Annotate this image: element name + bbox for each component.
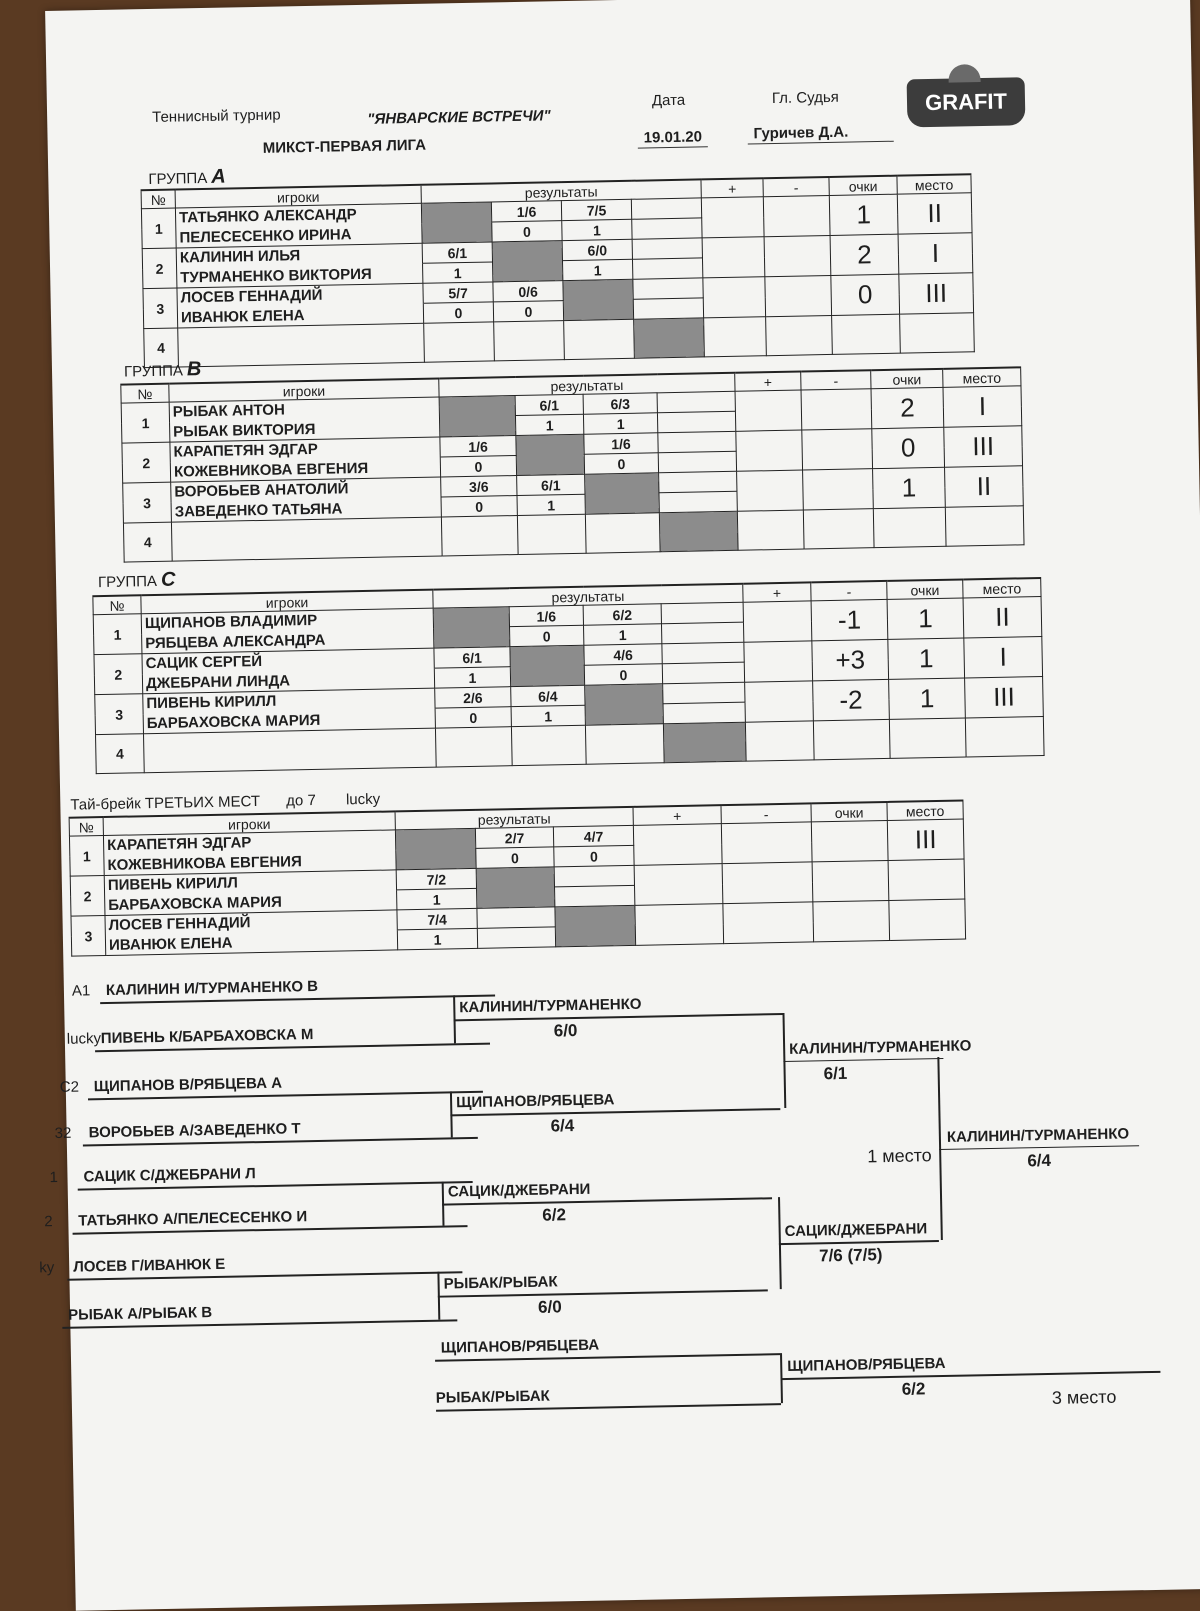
col-place: место	[887, 801, 963, 821]
match-point: 0	[493, 301, 563, 322]
seed-tag: 32	[54, 1124, 72, 1143]
self-cell	[492, 241, 563, 282]
seed-tag: 1	[49, 1168, 59, 1187]
minus-cell	[723, 902, 814, 944]
row-number: 3	[123, 482, 172, 523]
self-cell	[585, 684, 664, 725]
match-point	[633, 298, 703, 319]
col-place: место	[897, 174, 971, 194]
match-point	[661, 622, 743, 644]
match-point: 0	[510, 625, 584, 646]
col-num: №	[69, 817, 103, 836]
set-score	[661, 602, 743, 624]
player-name: САЦИК СЕРГЕЙ	[142, 648, 434, 674]
place-cell	[965, 716, 1044, 756]
place-cell	[945, 506, 1024, 546]
minus-cell	[763, 195, 830, 236]
match-point: 0	[584, 664, 662, 685]
first-place-label: 1 место	[867, 1144, 932, 1166]
minus-cell	[802, 429, 873, 470]
col-points: очки	[811, 802, 887, 822]
player-name: КОЖЕВНИКОВА ЕВГЕНИЯ	[104, 850, 396, 876]
points-cell	[873, 507, 946, 547]
self-cell	[510, 645, 585, 686]
result-cell	[494, 321, 565, 361]
row-number: 3	[71, 916, 106, 957]
set-score	[631, 198, 701, 219]
place-cell	[888, 859, 965, 900]
match-point: 0	[441, 496, 517, 517]
row-number: 2	[94, 654, 143, 695]
grafit-logo: GRAFIT	[907, 77, 1026, 127]
player-name: КОЖЕВНИКОВА ЕВГЕНИЯ	[170, 457, 440, 482]
col-players: игроки	[175, 185, 421, 208]
set-score: 6/2	[583, 604, 661, 625]
plus-cell	[633, 824, 722, 866]
result-cell	[435, 727, 512, 767]
plus-cell	[704, 317, 767, 357]
third-pair-1: ЩИПАНОВ/РЯБЦЕВА	[440, 1336, 600, 1357]
set-score	[658, 431, 736, 452]
player-name: ПИВЕНЬ КИРИЛЛ	[104, 870, 396, 896]
tiebreak-title: Тай-брейк ТРЕТЬИХ МЕСТ до 7 lucky	[70, 790, 381, 814]
points-cell: 2	[830, 234, 899, 275]
judge-label: Гл. Судья	[771, 88, 839, 108]
result-cell	[585, 724, 664, 764]
player-name: РЯБЦЕВА АЛЕКСАНДРА	[142, 628, 434, 654]
plus-cell	[745, 721, 814, 761]
seed-tag: ky	[39, 1259, 55, 1277]
group-b-table	[120, 366, 1024, 562]
row-number: 3	[95, 694, 144, 735]
plus-cell	[735, 390, 802, 431]
match-point	[662, 662, 744, 684]
seed-tag: lucky	[66, 1030, 102, 1048]
set-score: 6/1	[434, 647, 510, 668]
points-cell: 1	[888, 638, 965, 679]
result-cell	[585, 513, 660, 553]
seed-pair: САЦИК С/ДЖЕБРАНИ Л	[83, 1165, 256, 1186]
result-cell	[517, 514, 586, 554]
match-point	[632, 218, 702, 239]
row-number: 2	[142, 248, 177, 289]
place-cell: III	[944, 426, 1023, 467]
group-c-title: ГРУППА C	[97, 568, 176, 592]
col-players: игроки	[141, 590, 433, 614]
place-cell	[889, 899, 966, 940]
tournament-label: Теннисный турнир	[152, 106, 281, 126]
set-score: 4/6	[584, 644, 662, 665]
plus-cell	[744, 641, 813, 682]
qf-score: 6/2	[542, 1205, 567, 1225]
seed-pair: ВОРОБЬЕВ А/ЗАВЕДЕНКО Т	[88, 1120, 301, 1142]
minus-cell	[813, 719, 890, 759]
points-cell	[812, 860, 889, 901]
plus-cell	[737, 470, 804, 511]
seed-pair: РЫБАК А/РЫБАК В	[67, 1304, 213, 1324]
set-score: 3/6	[441, 476, 517, 497]
seed-tag: A1	[71, 982, 91, 1000]
match-point: 1	[517, 494, 585, 515]
points-cell: 1	[889, 678, 966, 719]
set-score	[659, 471, 737, 492]
minus-cell: -2	[813, 679, 890, 720]
col-results: результаты	[439, 373, 735, 397]
set-score	[662, 642, 744, 664]
date-value: 19.01.20	[637, 128, 708, 146]
set-score: 6/1	[515, 394, 583, 415]
col-results: результаты	[421, 179, 701, 203]
match-point: 0	[584, 453, 658, 474]
points-cell: 1	[873, 467, 946, 508]
player-name: ИВАНЮК ЕЛЕНА	[105, 930, 397, 956]
row-number: 3	[143, 288, 178, 329]
plus-cell	[745, 681, 814, 722]
result-cell	[659, 511, 738, 551]
col-players: игроки	[103, 811, 395, 835]
player-name: КАРАПЕТЯН ЭДГАР	[103, 830, 395, 856]
player-name: ТАТЬЯНКО АЛЕКСАНДР	[175, 203, 421, 228]
minus-cell	[721, 822, 812, 864]
third-pair-2: РЫБАК/РЫБАК	[435, 1387, 550, 1407]
minus-cell	[764, 235, 831, 276]
result-cell	[511, 725, 586, 765]
qf-winner: САЦИК/ДЖЕБРАНИ	[447, 1180, 591, 1201]
player-name: РЫБАК ВИКТОРИЯ	[170, 417, 440, 442]
row-number: 2	[122, 442, 171, 483]
match-point: 1	[397, 928, 477, 950]
place-cell: II	[945, 466, 1024, 507]
result-cell	[634, 318, 705, 358]
player-name: БАРБАХОВСКА МАРИЯ	[105, 890, 397, 916]
group-a-title: ГРУППА A	[148, 165, 226, 189]
group-b-title: ГРУППА B	[123, 358, 202, 381]
seed-pair: КАЛИНИН И/ТУРМАНЕНКО В	[105, 977, 319, 1000]
match-point: 1	[562, 219, 632, 240]
final-winner: КАЛИНИН/ТУРМАНЕНКО	[946, 1124, 1130, 1146]
col-points: очки	[829, 176, 897, 196]
match-point: 0	[423, 302, 493, 323]
col-results: результаты	[433, 584, 743, 608]
third-place-label: 3 место	[1051, 1386, 1117, 1408]
minus-cell	[803, 509, 874, 549]
minus-cell	[766, 315, 833, 355]
self-cell	[395, 828, 476, 870]
date-label: Дата	[651, 91, 686, 110]
minus-cell: -1	[811, 599, 888, 640]
set-score: 0/6	[493, 281, 563, 302]
seed-tag: C2	[59, 1078, 80, 1096]
player-name: ТУРМАНЕНКО ВИКТОРИЯ	[177, 263, 423, 288]
set-score: 1/6	[491, 201, 561, 222]
col-num: №	[141, 190, 175, 209]
player-cell	[178, 323, 425, 367]
self-cell	[476, 867, 555, 908]
match-point	[657, 411, 735, 432]
col-plus: +	[743, 582, 811, 602]
player-name: КАРАПЕТЯН ЭДГАР	[170, 437, 440, 462]
place-cell: III	[965, 676, 1044, 717]
plus-cell	[737, 510, 804, 550]
player-name: ЛОСЕВ ГЕННАДИЙ	[177, 283, 423, 308]
seed-tag: 2	[44, 1213, 53, 1231]
match-point	[632, 258, 702, 279]
minus-cell	[722, 862, 813, 904]
bracket-line	[939, 1145, 1139, 1150]
col-minus: -	[811, 581, 887, 601]
qf-winner: ЩИПАНОВ/РЯБЦЕВА	[455, 1091, 615, 1112]
col-plus: +	[735, 372, 801, 392]
row-number: 1	[121, 402, 170, 443]
qf-score: 6/0	[553, 1020, 578, 1041]
match-point: 1	[583, 624, 661, 645]
qf-score: 6/4	[550, 1116, 575, 1136]
col-points: очки	[887, 579, 963, 599]
qf-winner: КАЛИНИН/ТУРМАНЕНКО	[459, 995, 642, 1017]
score-sheet	[39, 0, 1200, 1611]
player-name: ЩИПАНОВ ВЛАДИМИР	[141, 608, 433, 634]
points-cell: 0	[831, 274, 900, 315]
set-score: 6/1	[517, 474, 585, 495]
set-score	[657, 391, 735, 412]
plus-cell	[634, 864, 723, 906]
row-number: 1	[93, 614, 142, 655]
set-score: 4/7	[553, 825, 633, 847]
final-score: 6/4	[1027, 1150, 1052, 1170]
result-cell	[663, 722, 746, 763]
self-cell	[563, 279, 634, 320]
set-score: 5/7	[423, 282, 493, 303]
league-title: МИКСТ-ПЕРВАЯ ЛИГА	[262, 136, 427, 157]
col-plus: +	[701, 178, 763, 198]
match-point: 0	[554, 845, 634, 867]
qf-score: 6/0	[537, 1297, 562, 1317]
seed-pair: ЩИПАНОВ В/РЯБЦЕВА А	[93, 1074, 283, 1096]
player-name: ДЖЕБРАНИ ЛИНДА	[142, 668, 434, 694]
set-score	[632, 238, 702, 259]
col-points: очки	[871, 369, 943, 389]
bracket-line	[783, 1057, 943, 1062]
player-name: ИВАНЮК ЕЛЕНА	[177, 303, 423, 328]
col-players: игроки	[169, 379, 439, 403]
set-score: 2/7	[475, 827, 553, 848]
points-cell: 1	[887, 598, 964, 639]
col-num: №	[93, 595, 141, 614]
minus-cell	[801, 389, 872, 430]
place-cell: II	[963, 596, 1042, 637]
row-number: 2	[70, 876, 105, 917]
points-cell: 2	[871, 387, 944, 428]
self-cell	[439, 396, 516, 437]
col-num: №	[121, 384, 169, 403]
player-cell	[143, 728, 436, 773]
place-cell: I	[898, 233, 973, 274]
seed-pair: ЛОСЕВ Г/ИВАНЮК Е	[73, 1255, 226, 1276]
plus-cell	[736, 430, 803, 471]
player-name: ПИВЕНЬ КИРИЛЛ	[143, 688, 435, 714]
tiebreak-table	[69, 800, 967, 957]
match-point: 0	[492, 221, 562, 242]
match-point: 1	[511, 705, 585, 726]
player-name: БАРБАХОВСКА МАРИЯ	[143, 708, 435, 734]
points-cell	[811, 820, 888, 861]
self-cell	[516, 434, 585, 475]
tennis-ball-icon	[948, 64, 980, 83]
row-number: 4	[96, 734, 145, 774]
plus-cell	[743, 601, 812, 642]
plus-cell	[702, 237, 765, 278]
match-point	[477, 927, 555, 948]
col-results: результаты	[395, 807, 633, 830]
set-score: 6/4	[511, 685, 585, 706]
result-cell	[424, 322, 495, 362]
third-score: 6/2	[901, 1379, 926, 1399]
sf-winner: КАЛИНИН/ТУРМАНЕНКО	[789, 1036, 972, 1058]
result-cell	[441, 516, 518, 556]
match-point: 1	[397, 888, 477, 910]
set-score: 7/5	[561, 199, 631, 220]
row-number: 4	[123, 522, 172, 562]
player-name: ЛОСЕВ ГЕННАДИЙ	[105, 910, 397, 936]
match-point: 1	[423, 262, 493, 283]
col-place: место	[943, 367, 1021, 387]
set-score: 1/6	[440, 436, 516, 457]
player-name: ЗАВЕДЕНКО ТАТЬЯНА	[171, 497, 441, 522]
minus-cell: +3	[812, 639, 889, 680]
match-point: 1	[562, 259, 632, 280]
place-cell: III	[899, 273, 974, 314]
match-point: 0	[476, 847, 554, 868]
seed-pair: ПИВЕНЬ К/БАРБАХОВСКА М	[100, 1026, 314, 1048]
set-score: 6/0	[562, 239, 632, 260]
match-point	[663, 702, 745, 724]
set-score	[663, 682, 745, 704]
minus-cell	[765, 275, 832, 316]
result-cell	[564, 319, 635, 359]
self-cell	[433, 607, 510, 648]
place-cell: I	[943, 386, 1022, 427]
match-point: 1	[583, 413, 657, 434]
row-number: 1	[141, 208, 176, 249]
match-point	[555, 885, 635, 907]
group-a-table	[141, 173, 975, 368]
player-name: РЫБАК АНТОН	[169, 397, 439, 422]
place-cell: I	[964, 636, 1043, 677]
self-cell	[555, 905, 636, 947]
seed-pair: ТАТЬЯНКО А/ПЕЛЕСЕСЕНКО И	[78, 1208, 308, 1230]
place-cell: II	[897, 193, 972, 234]
match-point: 1	[515, 414, 583, 435]
col-minus: -	[801, 370, 871, 390]
set-score: 7/2	[396, 868, 476, 890]
row-number: 1	[69, 836, 104, 877]
set-score: 2/6	[435, 687, 511, 708]
col-minus: -	[763, 177, 829, 197]
player-name: ВОРОБЬЕВ АНАТОЛИЙ	[171, 477, 441, 502]
set-score	[633, 278, 703, 299]
player-name: ПЕЛЕСЕСЕНКО ИРИНА	[176, 223, 422, 248]
match-point: 1	[434, 667, 510, 688]
points-cell	[832, 314, 901, 354]
row-number: 4	[144, 328, 179, 368]
place-cell: III	[887, 819, 964, 860]
points-cell: 0	[872, 427, 945, 468]
col-minus: -	[721, 803, 811, 823]
third-winner: ЩИПАНОВ/РЯБЦЕВА	[787, 1354, 946, 1375]
plus-cell	[635, 904, 724, 946]
match-point: 0	[435, 707, 511, 728]
set-score	[554, 865, 634, 887]
player-cell	[171, 517, 442, 561]
set-score: 7/4	[397, 908, 477, 930]
sf-score: 7/6 (7/5)	[818, 1245, 883, 1266]
col-plus: +	[633, 805, 721, 825]
group-c-table	[92, 577, 1044, 774]
judge-value: Гуричев Д.А.	[747, 123, 893, 143]
match-point	[659, 491, 737, 512]
match-point	[658, 451, 736, 472]
set-score: 1/6	[509, 605, 583, 626]
place-cell	[900, 313, 975, 353]
col-place: место	[963, 578, 1041, 598]
bracket-line	[779, 1240, 939, 1245]
plus-cell	[701, 197, 764, 238]
plus-cell	[703, 277, 766, 318]
points-cell: 1	[829, 194, 898, 235]
sf-score: 6/1	[823, 1063, 848, 1083]
player-name: КАЛИНИН ИЛЬЯ	[176, 243, 422, 268]
set-score: 1/6	[584, 433, 658, 454]
self-cell	[421, 202, 492, 243]
self-cell	[585, 473, 660, 514]
match-point: 0	[440, 456, 516, 477]
set-score: 6/3	[583, 393, 657, 414]
points-cell	[813, 900, 890, 941]
points-cell	[889, 718, 966, 758]
set-score: 6/1	[422, 242, 492, 263]
minus-cell	[803, 469, 874, 510]
set-score	[477, 907, 555, 928]
tournament-name: "ЯНВАРСКИЕ ВСТРЕЧИ"	[367, 107, 551, 128]
qf-winner: РЫБАК/РЫБАК	[443, 1273, 558, 1293]
sf-winner: САЦИК/ДЖЕБРАНИ	[784, 1220, 928, 1241]
